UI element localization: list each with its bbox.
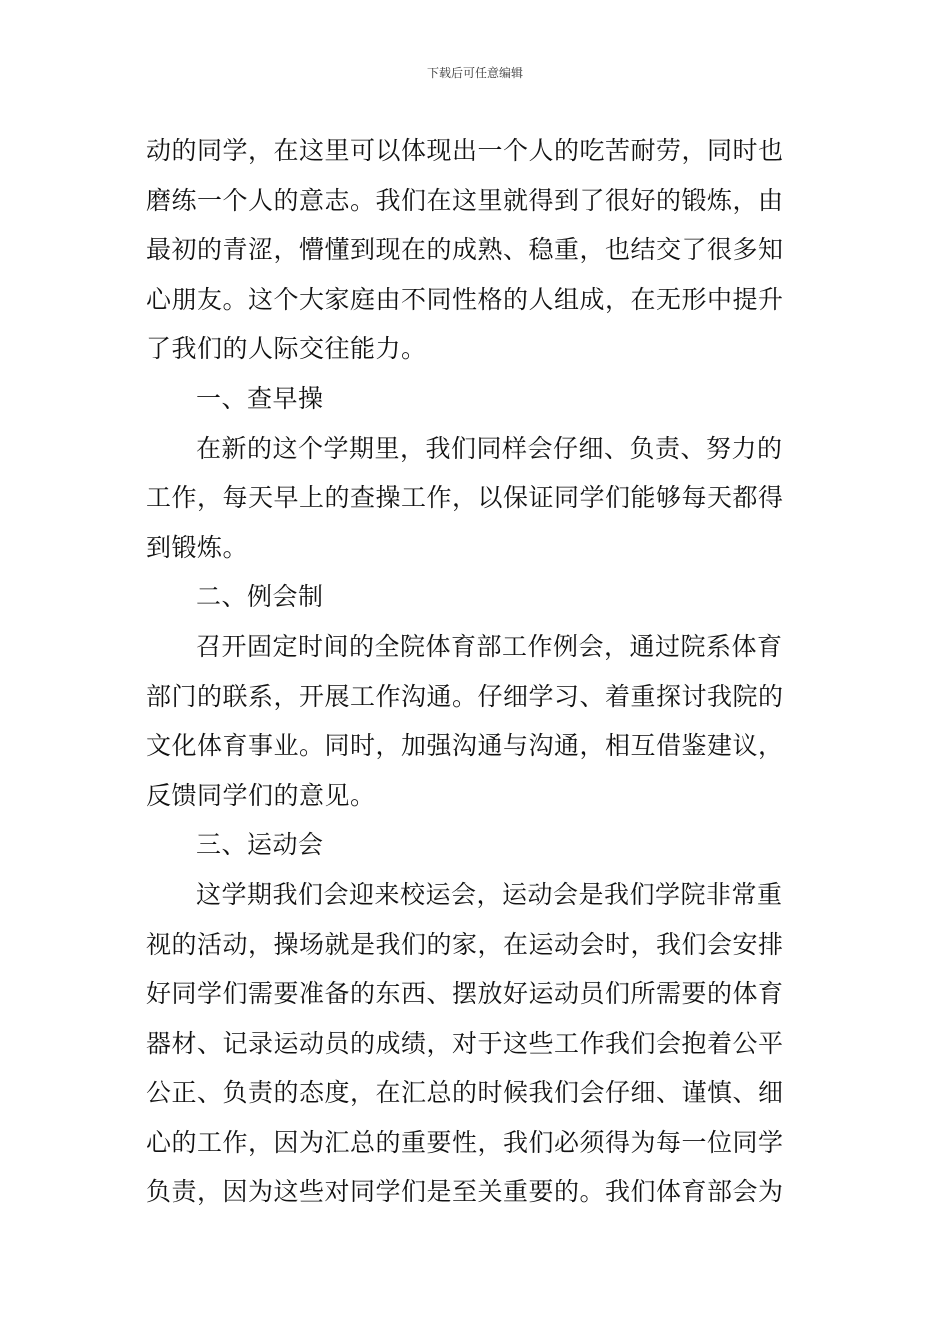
- section-heading: 一、查早操: [196, 383, 324, 413]
- text-line: 工作，每天早上的查操工作，以保证同学们能够每天都得: [146, 483, 784, 513]
- text-line: 心朋友。这个大家庭由不同性格的人组成，在无形中提升: [146, 284, 784, 314]
- text-line: 反馈同学们的意见。: [146, 780, 376, 810]
- text-line: 部门的联系，开展工作沟通。仔细学习、着重探讨我院的: [146, 681, 784, 711]
- text-line: 视的活动，操场就是我们的家，在运动会时，我们会安排: [146, 929, 784, 959]
- section-heading: 二、例会制: [196, 582, 324, 612]
- text-line: 到锻炼。: [146, 532, 249, 562]
- text-line: 器材、记录运动员的成绩，对于这些工作我们会抱着公平: [146, 1028, 784, 1058]
- paragraph-first-line: 这学期我们会迎来校运会，运动会是我们学院非常重: [196, 879, 783, 909]
- paragraph-first-line: 召开固定时间的全院体育部工作例会，通过院系体育: [196, 631, 783, 661]
- text-line: 心的工作，因为汇总的重要性，我们必须得为每一位同学: [146, 1127, 784, 1157]
- text-line: 了我们的人际交往能力。: [146, 334, 427, 364]
- text-line: 公正、负责的态度，在汇总的时候我们会仔细、谨慎、细: [146, 1078, 784, 1108]
- text-line: 磨练一个人的意志。我们在这里就得到了很好的锻炼，由: [146, 185, 784, 215]
- text-line: 负责，因为这些对同学们是至关重要的。我们体育部会为: [146, 1177, 784, 1207]
- paragraph-first-line: 在新的这个学期里，我们同样会仔细、负责、努力的: [196, 433, 783, 463]
- text-line: 文化体育事业。同时，加强沟通与沟通，相互借鉴建议，: [146, 731, 784, 761]
- document-body: [146, 126, 808, 1217]
- text-line: 动的同学，在这里可以体现出一个人的吃苦耐劳，同时也: [146, 136, 784, 165]
- text-line: 最初的青涩，懵懂到现在的成熟、稳重，也结交了很多知: [146, 235, 784, 265]
- page-header-note: 下载后可任意编辑: [426, 66, 523, 80]
- section-heading: 三、运动会: [196, 830, 324, 860]
- text-line: 好同学们需要准备的东西、摆放好运动员们所需要的体育: [146, 979, 784, 1009]
